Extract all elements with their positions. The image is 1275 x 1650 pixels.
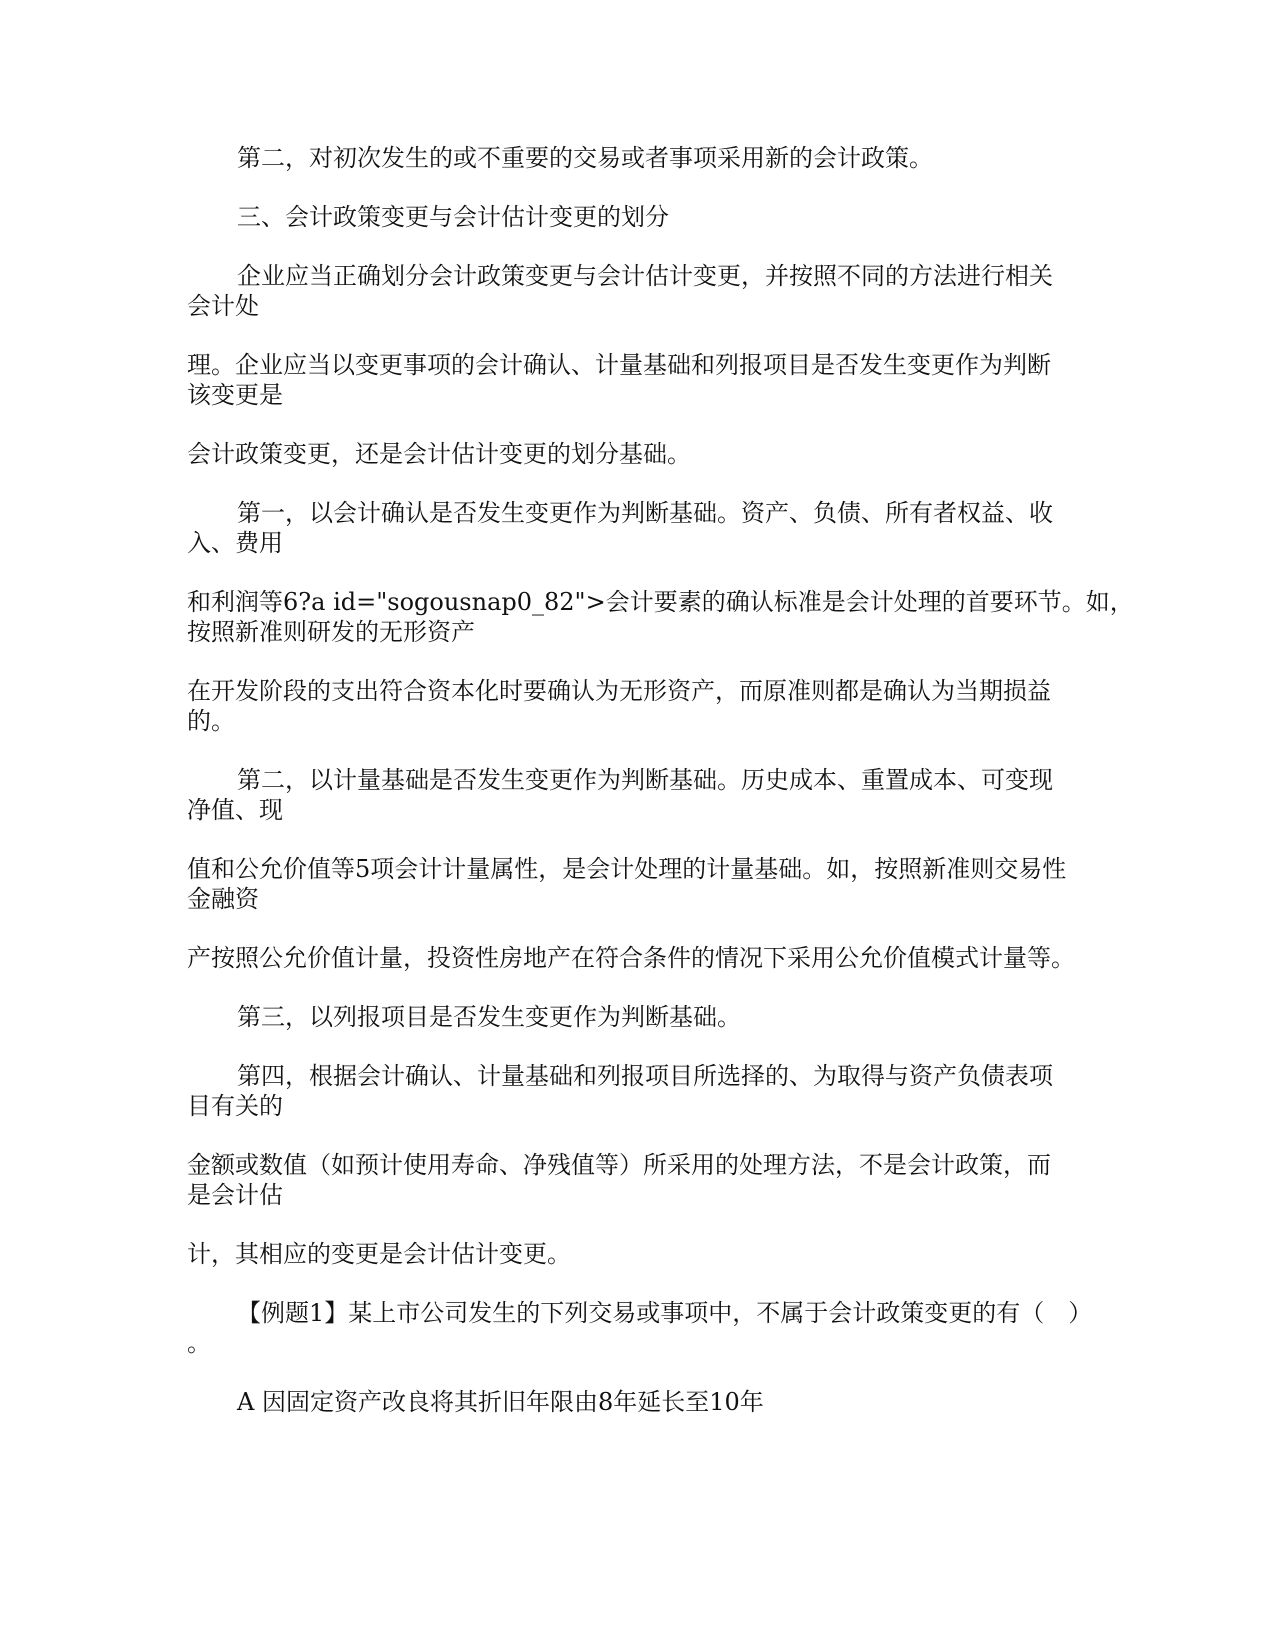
answer-option-a: A 因固定资产改良将其折旧年限由8年延长至10年: [237, 1388, 764, 1416]
section-heading: 三、会计政策变更与会计估计变更的划分: [237, 203, 669, 231]
text-line: 。: [187, 1329, 211, 1357]
text-line: 的。: [187, 707, 235, 735]
text-line: 值和公允价值等5项会计计量属性，是会计处理的计量基础。如，按照新准则交易性: [187, 855, 1067, 883]
text-line: 第一，以会计确认是否发生变更作为判断基础。资产、负债、所有者权益、收: [237, 499, 1053, 527]
text-line: 第四，根据会计确认、计量基础和列报项目所选择的、为取得与资产负债表项: [237, 1062, 1053, 1090]
text-line: 产按照公允价值计量，投资性房地产在符合条件的情况下采用公允价值模式计量等。: [187, 944, 1075, 972]
text-line: 计，其相应的变更是会计估计变更。: [187, 1240, 571, 1268]
text-line: 和利润等6?a id="sogousnap0_82">会计要素的确认标准是会计处理的首要环节。如，: [187, 588, 1134, 616]
text-line: 在开发阶段的支出符合资本化时要确认为无形资产，而原准则都是确认为当期损益: [187, 677, 1051, 705]
text-line: 第二，对初次发生的或不重要的交易或者事项采用新的会计政策。: [237, 144, 933, 172]
text-line: 第三，以列报项目是否发生变更作为判断基础。: [237, 1003, 741, 1031]
example-question: 【例题1】某上市公司发生的下列交易或事项中，不属于会计政策变更的有（ ）: [237, 1299, 1093, 1327]
text-line: 企业应当正确划分会计政策变更与会计估计变更，并按照不同的方法进行相关: [237, 262, 1053, 290]
text-line: 理。企业应当以变更事项的会计确认、计量基础和列报项目是否发生变更作为判断: [187, 351, 1051, 379]
text-line: 该变更是: [187, 381, 283, 409]
text-line: 入、费用: [187, 529, 283, 557]
text-line: 会计处: [187, 292, 259, 320]
text-line: 第二，以计量基础是否发生变更作为判断基础。历史成本、重置成本、可变现: [237, 766, 1053, 794]
text-line: 目有关的: [187, 1092, 283, 1120]
text-line: 金融资: [187, 885, 259, 913]
text-line: 会计政策变更，还是会计估计变更的划分基础。: [187, 440, 691, 468]
text-line: 金额或数值（如预计使用寿命、净残值等）所采用的处理方法，不是会计政策，而: [187, 1151, 1051, 1179]
text-line: 按照新准则研发的无形资产: [187, 618, 475, 646]
text-line: 是会计估: [187, 1181, 283, 1209]
text-line: 净值、现: [187, 796, 283, 824]
